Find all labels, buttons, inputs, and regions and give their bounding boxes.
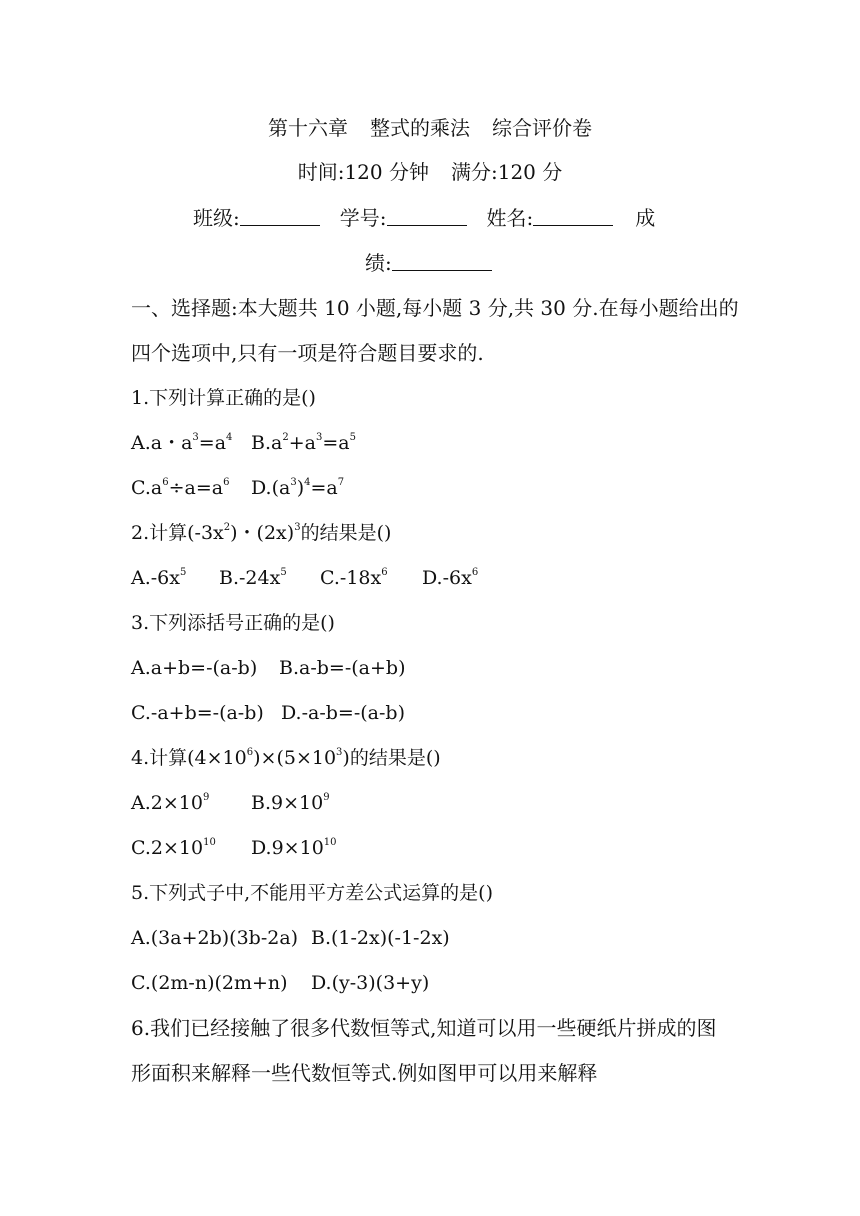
q1-c-text2: ÷a=a (168, 477, 224, 499)
q5-options-row1 (0, 923, 860, 953)
q4-option-a[interactable] (131, 788, 251, 818)
q2-a-text: A.-6x (131, 567, 180, 589)
q4-d-text: D.9×10 (251, 837, 324, 859)
q1-option-d[interactable] (251, 473, 344, 503)
q4-option-c[interactable] (131, 833, 251, 863)
q2-d-text: D.-6x (422, 567, 472, 589)
q2-c-text: C.-18x (320, 567, 382, 589)
time-text: 时间:120 分钟 (297, 160, 429, 184)
grade-label-part2: 绩: (365, 251, 392, 275)
q1-options-row1 (0, 428, 860, 458)
q2-options (0, 563, 860, 593)
section1-instruction-line1: 一、选择题:本大题共 10 小题,每小题 3 分,共 30 分.在每小题给出的 (131, 296, 739, 320)
exam-title (0, 113, 860, 143)
q6-stem-line2: 形面积来解释一些代数恒等式.例如图甲可以用来解释 (131, 1061, 598, 1085)
q1-d-text2: ) (296, 477, 305, 499)
q4-d-exp: 10 (323, 837, 337, 848)
q2-stem-text1: 2.计算(-3x (131, 522, 224, 544)
student-info-row (0, 203, 860, 233)
q1-a-text: A.a・a (131, 432, 193, 454)
score-text: 满分:120 分 (451, 160, 563, 184)
q5-option-d[interactable]: D.(y-3)(3+y) (311, 972, 430, 994)
q5-option-a[interactable]: A.(3a+2b)(3b-2a) (131, 927, 299, 949)
q1-c-text: C.a (131, 477, 163, 499)
q4-stem (0, 743, 860, 773)
q3-option-c[interactable]: C.-a+b=-(a-b) (131, 702, 264, 724)
class-blank[interactable] (240, 205, 320, 226)
exam-time-score (0, 157, 860, 187)
q4-a-exp: 9 (202, 792, 210, 803)
q2-c-exp: 6 (381, 567, 388, 578)
q2-stem-text3: 的结果是() (300, 522, 392, 544)
q5-stem: 5.下列式子中,不能用平方差公式运算的是() (131, 882, 493, 904)
q4-b-text: B.9×10 (251, 792, 324, 814)
q3-option-a[interactable]: A.a+b=-(a-b) (131, 657, 258, 679)
q5-option-b[interactable]: B.(1-2x)(-1-2x) (311, 927, 450, 949)
q1-b-exp2: 3 (315, 432, 323, 443)
q2-stem-exp2: 3 (294, 522, 301, 533)
number-label: 学号: (339, 206, 387, 230)
grade-blank[interactable] (392, 250, 492, 271)
q2-option-b[interactable] (219, 563, 320, 593)
q1-c-exp1: 6 (162, 477, 169, 488)
q2-stem (0, 518, 860, 548)
q4-options-row1 (0, 788, 860, 818)
grade-label-part1: 成 (635, 206, 656, 230)
class-label: 班级: (193, 206, 240, 230)
q5-options-row2 (0, 968, 860, 998)
q2-stem-exp1: 2 (223, 522, 231, 533)
q4-b-exp: 9 (323, 792, 330, 803)
title-topic: 整式的乘法 (370, 116, 470, 140)
q2-option-d[interactable] (422, 563, 478, 593)
q1-d-text: D.(a (251, 477, 291, 499)
name-blank[interactable] (533, 205, 613, 226)
q4-option-b[interactable] (251, 788, 330, 818)
q3-option-b[interactable]: B.a-b=-(a+b) (279, 657, 406, 679)
q1-c-exp2: 6 (223, 477, 230, 488)
q1-d-exp1: 3 (290, 477, 297, 488)
q3-options-row2 (0, 698, 860, 728)
q1-option-c[interactable] (131, 473, 251, 503)
q1-stem: 1.下列计算正确的是() (131, 387, 316, 409)
q4-stem-exp2: 3 (336, 747, 343, 758)
q1-a-text2: =a (198, 432, 227, 454)
q2-d-exp: 6 (471, 567, 479, 578)
q4-c-exp: 10 (203, 837, 216, 848)
q2-option-c[interactable] (320, 563, 422, 593)
q2-a-exp: 5 (179, 567, 187, 578)
q4-stem-exp1: 6 (246, 747, 254, 758)
q1-a-exp2: 4 (226, 432, 233, 443)
title-chapter: 第十六章 (268, 116, 348, 140)
q3-option-d[interactable]: D.-a-b=-(a-b) (281, 702, 406, 724)
q3-options-row1 (0, 653, 860, 683)
q1-b-text3: =a (322, 432, 350, 454)
q2-stem-text2: )・(2x) (230, 522, 295, 544)
q1-b-exp1: 2 (282, 432, 289, 443)
q1-option-a[interactable] (131, 428, 251, 458)
q4-a-text: A.2×10 (131, 792, 203, 814)
q4-c-text: C.2×10 (131, 837, 204, 859)
q1-options-row2 (0, 473, 860, 503)
q4-options-row2 (0, 833, 860, 863)
q2-option-a[interactable] (131, 563, 219, 593)
q1-a-exp1: 3 (192, 432, 199, 443)
q2-b-text: B.-24x (219, 567, 281, 589)
grade-row (0, 248, 860, 278)
q4-stem-text3: )的结果是() (342, 747, 441, 769)
q4-stem-text2: )×(5×10 (253, 747, 337, 769)
title-type: 综合评价卷 (492, 116, 592, 140)
q6-stem-line1: 6.我们已经接触了很多代数恒等式,知道可以用一些硬纸片拼成的图 (131, 1016, 717, 1040)
name-label: 姓名: (486, 206, 534, 230)
q5-option-c[interactable]: C.(2m-n)(2m+n) (131, 972, 288, 994)
number-blank[interactable] (387, 205, 467, 226)
q2-b-exp: 5 (280, 567, 287, 578)
q1-option-b[interactable] (251, 428, 356, 458)
q1-b-text: B.a (251, 432, 283, 454)
q4-option-d[interactable] (251, 833, 337, 863)
q1-d-text3: =a (310, 477, 338, 499)
q4-stem-text1: 4.计算(4×10 (131, 747, 247, 769)
q1-b-exp3: 5 (349, 432, 356, 443)
q1-d-exp3: 7 (337, 477, 345, 488)
q3-stem: 3.下列添括号正确的是() (131, 612, 335, 634)
section1-instruction-line2: 四个选项中,只有一项是符合题目要求的. (131, 341, 484, 365)
q1-d-exp2: 4 (304, 477, 311, 488)
q1-b-text2: +a (288, 432, 316, 454)
